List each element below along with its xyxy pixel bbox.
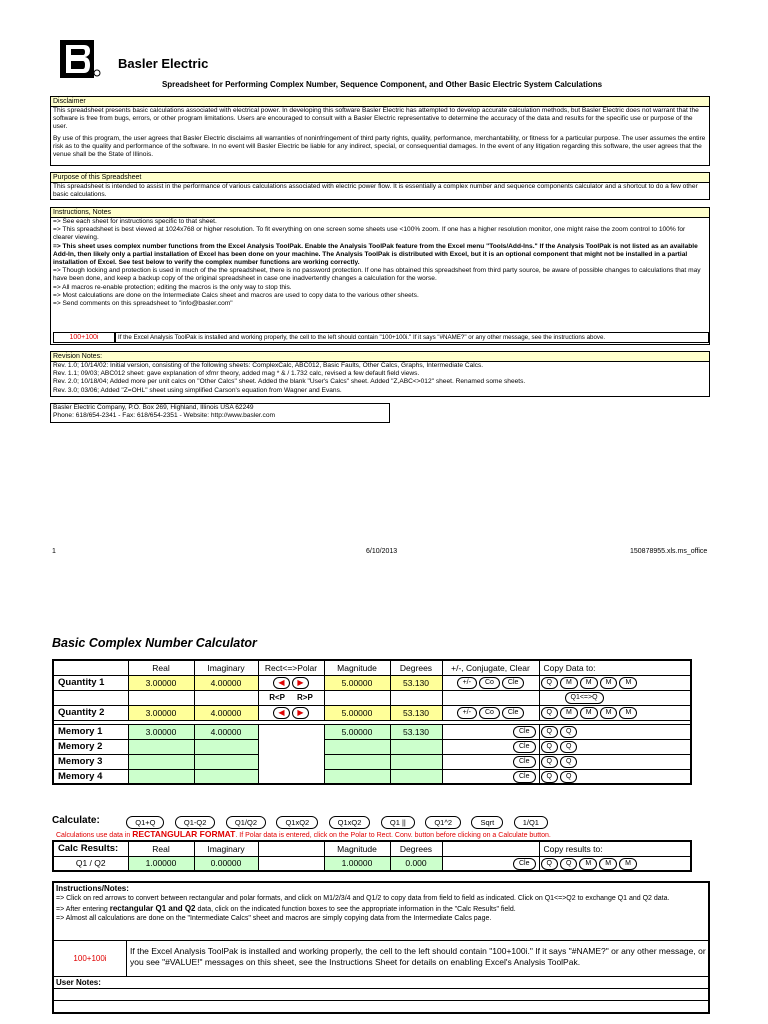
results-header-degrees: Degrees [390,841,442,856]
m1-magnitude-value: 5.00000 [324,724,390,739]
m1-real-value: 3.00000 [128,724,194,739]
revision-line: Rev. 2.0; 10/18/04; Added more per unit calcs on "Other Calcs" sheet. Added the blank "User's Calcs" sheet. Added "Z,ABC<>012" sheet. Renamed some sheets. [53,378,526,386]
results-copy-q2-button[interactable]: Q [560,858,577,870]
q2-conjugate-button[interactable]: Co [479,707,500,719]
disclaimer-paragraph-1: This spreadsheet presents basic calculations associated with electrical power. In developing this software Basler Electric has attempted to develop accurate calculation methods, but Basler Electric does not warrant that the software is free from bugs, errors, or other program limitations. Users are encouraged to consult with a Basler Electric representative to determine the accuracy of the data and results for the specific use or purpose of the user. [53,107,699,131]
instruction-line: => Send comments on this spreadsheet to "info@basler.com" [53,300,233,308]
disclaimer-paragraph-2: By use of this program, the user agrees that Basler Electric disclaims all warranties of noninfringement of third party rights, quality, performance, merchantability, or fitness for a particular purpose. The user assumes the entire risk as to the quality and performance of the software. In no event will Basler Electric be liable for any indirect, special, or consequential damages. In the event of any litigation regarding this software, the user agrees that the venue shall be the State of Illinois. [53,134,706,159]
q2-polar-to-rect-arrow-right[interactable]: ▶ [292,707,309,719]
basler-logo [60,40,102,78]
q1-real-input[interactable]: 3.00000 [128,675,194,690]
calculator-notes-header: Instructions/Notes: [56,884,129,893]
memory-1-label: Memory 1 [53,724,128,739]
q1-copy-q-button[interactable]: Q [541,677,558,689]
m3-clear-button[interactable]: Cle [513,756,536,768]
toolpak-test-cell [53,332,115,343]
calc-results-grid [52,840,692,872]
instructions-header: Instructions, Notes [51,208,709,218]
m2-clear-button[interactable]: Cle [513,741,536,753]
toolpak-test-value-2: 100+100i [73,954,107,963]
q1-copy-m1-button[interactable]: M [560,677,578,689]
q1-copy-m4-button[interactable]: M [619,677,637,689]
q2-real-input[interactable]: 3.00000 [128,705,194,720]
memory-3-label: Memory 3 [53,754,128,769]
company-name: Basler Electric [118,56,209,71]
m4-copy-q1-button[interactable]: Q [541,771,558,783]
revision-notes-header: Revision Notes: [51,352,709,362]
q1-degrees-input[interactable]: 53.130 [390,675,442,690]
page-subtitle: Spreadsheet for Performing Complex Number, Sequence Component, and Other Basic Electric System Calculations [161,80,603,89]
toolpak-test-note-2: If the Excel Analysis ToolPak is installed and working properly, the cell to the left should contain "100+100i." If it says "#NAME?" or any other message, or you see "#VALUE!" messages on this sheet, see the Instructions Sheet for details on enabling Excel's Analysis ToolPak. [127,940,708,976]
m3-copy-q1-button[interactable]: Q [541,756,558,768]
q2-imaginary-input[interactable]: 4.00000 [194,705,258,720]
instruction-line: => All macros re-enable protection; editing the macros is the only way to stop this. [53,283,292,291]
revision-line: Rev. 1.1; 09/03; ABC012 sheet: gave explanation of xfmr theory, added mag * & / 1.732 calc, revised a few default field views. [53,370,420,378]
q2-degrees-input[interactable]: 53.130 [390,705,442,720]
m1-clear-button[interactable]: Cle [513,726,536,738]
calc-q1-times-q2-alt-button[interactable]: Q1xQ2 [329,816,371,829]
q2-copy-m3-button[interactable]: M [600,707,618,719]
m3-magnitude-value [324,754,390,769]
footer-page-number: 1 [52,548,56,555]
r-from-p-label: R<P [269,693,285,702]
instruction-line-toolpak: => This sheet uses complex number functions from the Excel Analysis ToolPak. Enable the Analysis ToolPak feature from the Excel menu "Tools/Add-Ins." If the Analysis ToolPak is not listed as an available Add-In, then likely only a partial installation of Excel has been done on your machine. The Analysis ToolPak is distributed with Excel, but it is an optional component that might not be installed in a partial installation of Excel. See test below to verify the complex number functions are working correctly. [53,242,698,267]
revision-notes-box [50,351,710,397]
q2-copy-m4-button[interactable]: M [619,707,637,719]
result-imaginary-value: 0.00000 [194,856,258,871]
instruction-line: => See each sheet for instructions specific to that sheet. [53,218,217,225]
results-header-copy: Copy results to: [539,841,691,856]
calc-q1-minus-q2-button[interactable]: Q1-Q2 [175,816,216,829]
instruction-line: => This spreadsheet is best viewed at 1024x768 or higher resolution. To fit everything on one screen some sheets use <100% zoom. If one has a higher resolution monitor, one might raise the zoom control to 100% for clearer viewing. [53,226,686,242]
m3-copy-q2-button[interactable]: Q [560,756,577,768]
results-copy-m2-button[interactable]: M [599,858,617,870]
q1-copy-m2-button[interactable]: M [580,677,598,689]
m2-imaginary-value [194,739,258,754]
m4-degrees-value [390,769,442,784]
address-line-2: Phone: 618/654-2341 - Fax: 618/654-2351 - Website: http://www.basler.com [53,412,275,420]
rectangular-format-note: Calculations use data in RECTANGULAR FORMAT. If Polar data is entered, click on the Polar to Rect. Conv. button before clicking on a Calculate button. [56,829,551,839]
purpose-header: Purpose of this Spreadsheet [51,173,709,183]
address-line-1: Basler Electric Company, P.O. Box 269, Highland, Illinois USA 62249 [53,404,254,411]
calculator-note-line: => Click on red arrows to convert between rectangular and polar formats, and click on M1/2/3/4 and Q1/2 to copy data from field to field as indicated. Click on Q1<=>Q2 to exchange Q1 and Q2 data. [56,895,670,902]
instructions-box [50,207,710,345]
results-copy-q-button[interactable]: Q [541,858,558,870]
calc-q1-squared-button[interactable]: Q1^2 [425,816,461,829]
result-magnitude-value: 1.00000 [324,856,390,871]
user-notes-label: User Notes: [54,976,708,988]
instruction-line: => Though locking and protection is used in much of the the spreadsheet, there is no password protection. If one has obtained this spreadsheet from third party source, be aware of possible changes to calculations that may have been done, and keep a backup copy of the original spreadsheet in case one inadvertently changes a calculation for the worse. [53,267,701,283]
q2-magnitude-input[interactable]: 5.00000 [324,705,390,720]
calculator-note-line: => Almost all calculations are done on the "Intermediate Calcs" sheet and macros are simply copying data from the Intermediate Calcs page. [56,915,492,922]
q2-clear-button[interactable]: Cle [502,707,525,719]
calc-results-label: Calc Results: [53,841,128,856]
m4-imaginary-value [194,769,258,784]
q1-plus-minus-button[interactable]: +/- [457,677,477,689]
calculate-row [52,812,712,826]
m2-degrees-value [390,739,442,754]
header-rect-polar: Rect<=>Polar [258,660,324,675]
quantity-1-label: Quantity 1 [53,675,128,690]
m4-magnitude-value [324,769,390,784]
q2-copy-m2-button[interactable]: M [580,707,598,719]
calc-reciprocal-button[interactable]: 1/Q1 [514,816,548,829]
results-row-label: Q1 / Q2 [53,856,128,871]
calc-sqrt-button[interactable]: Sqrt [471,816,503,829]
calc-q1-div-q2-button[interactable]: Q1/Q2 [226,816,266,829]
q1-conjugate-button[interactable]: Co [479,677,500,689]
purpose-text: This spreadsheet is intended to assist in the performance of various calculations associated with electric power flow. It is essentially a complex number and sequence components calculator and a shortcut to do a few other basic calculations. [53,183,698,199]
header-real: Real [128,660,194,675]
quantity-2-label: Quantity 2 [53,705,128,720]
r-to-p-label: R>P [297,693,313,702]
m1-copy-q1-button[interactable]: Q [541,726,558,738]
q1-copy-m3-button[interactable]: M [600,677,618,689]
header-magnitude: Magnitude [324,660,390,675]
m4-copy-q2-button[interactable]: Q [560,771,577,783]
footer-filename: 150878955.xls.ms_office [630,548,708,555]
calc-q1-times-q2-button[interactable]: Q1xQ2 [276,816,318,829]
q2-copy-m1-button[interactable]: M [560,707,578,719]
memory-4-label: Memory 4 [53,769,128,784]
revision-line: Rev. 3.0; 03/06; Added "Z=OHL" sheet using simplified Carson's equation from Wagner and Evans. [53,386,342,394]
calc-q1-parallel-button[interactable]: Q1 || [381,816,415,829]
m2-copy-q1-button[interactable]: Q [541,741,558,753]
m1-imaginary-value: 4.00000 [194,724,258,739]
header-imaginary: Imaginary [194,660,258,675]
m4-real-value [128,769,194,784]
q2-rect-to-polar-arrow-left[interactable]: ◀ [273,707,290,719]
m3-imaginary-value [194,754,258,769]
m4-clear-button[interactable]: Cle [513,771,536,783]
revision-line: Rev. 1.0; 10/14/02: Initial version, consisting of the following sheets: ComplexCalc, ABC012, Basic Faults, Other Calcs, Graphs, Intermediate Calcs. [53,362,484,369]
header-ops: +/-, Conjugate, Clear [442,660,539,675]
calculator-grid [52,659,692,785]
calculate-label: Calculate: [52,815,100,827]
swap-q1-q2-button[interactable]: Q1<=>Q [565,692,604,704]
m3-real-value [128,754,194,769]
results-header-magnitude: Magnitude [324,841,390,856]
results-copy-m3-button[interactable]: M [619,858,637,870]
m2-copy-q2-button[interactable]: Q [560,741,577,753]
disclaimer-box [50,96,710,166]
toolpak-test-cell-2 [54,940,127,976]
purpose-box [50,172,710,200]
q2-copy-q-button[interactable]: Q [541,707,558,719]
calculator-notes-box [52,881,710,1014]
footer-date: 6/10/2013 [366,548,398,555]
q1-polar-to-rect-arrow-right[interactable]: ▶ [292,677,309,689]
memory-2-label: Memory 2 [53,739,128,754]
header-copy-data: Copy Data to: [539,660,691,675]
q1-magnitude-input[interactable]: 5.00000 [324,675,390,690]
disclaimer-header: Disclaimer [51,97,709,107]
m3-degrees-value [390,754,442,769]
m2-magnitude-value [324,739,390,754]
q1-rect-to-polar-arrow-left[interactable]: ◀ [273,677,290,689]
header-degrees: Degrees [390,660,442,675]
user-notes-row[interactable] [54,1000,708,1013]
q2-plus-minus-button[interactable]: +/- [457,707,477,719]
results-header-imaginary: Imaginary [194,841,258,856]
m1-copy-q2-button[interactable]: Q [560,726,577,738]
toolpak-test-value: 100+100i [69,334,99,341]
q1-clear-button[interactable]: Cle [502,677,525,689]
results-header-real: Real [128,841,194,856]
q1-imaginary-input[interactable]: 4.00000 [194,675,258,690]
calculator-note-line: => After entering rectangular Q1 and Q2 data, click on the indicated function boxes to see the appropriate information in the "Calc Results" field. [56,903,516,913]
result-real-value: 1.00000 [128,856,194,871]
m1-degrees-value: 53.130 [390,724,442,739]
calc-q1-plus-q2-button[interactable]: Q1+Q [126,816,164,829]
results-clear-button[interactable]: Cle [513,858,536,870]
toolpak-test-note: If the Excel Analysis ToolPak is installed and working properly, the cell to the left should contain "100+100i." If it says "#NAME?" or any other message, see the instructions above. [115,332,709,343]
results-copy-m1-button[interactable]: M [579,858,597,870]
instruction-line: => Most calculations are done on the Intermediate Calcs sheet and macros are used to copy data to the various other sheets. [53,291,419,299]
calculator-title: Basic Complex Number Calculator [52,636,257,650]
m2-real-value [128,739,194,754]
result-degrees-value: 0.000 [390,856,442,871]
address-box [50,403,390,423]
